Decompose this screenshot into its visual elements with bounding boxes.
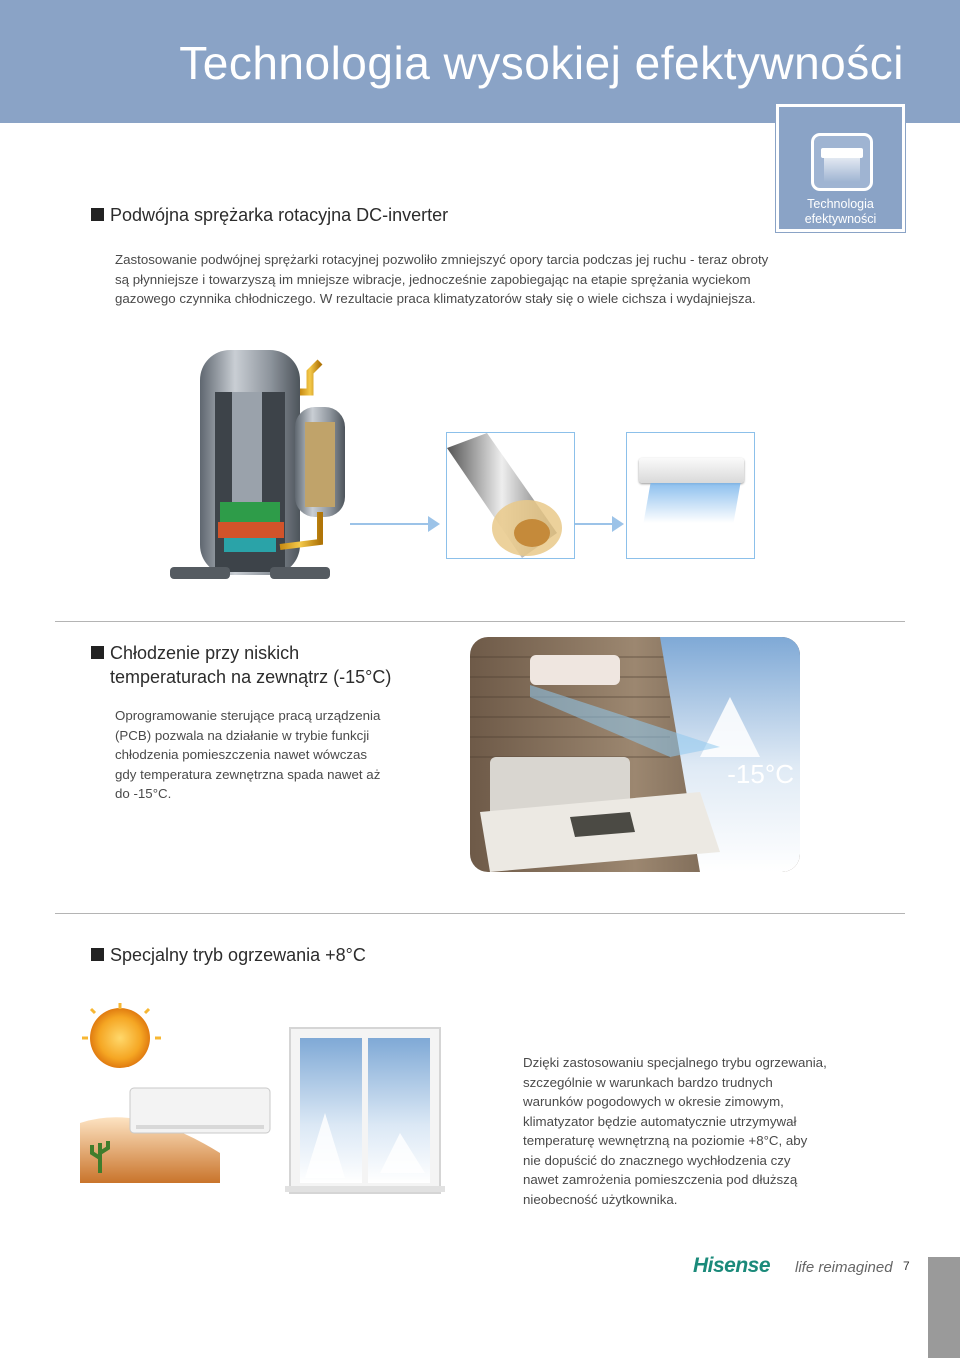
flow-arrow-icon bbox=[612, 516, 624, 532]
heating-mode-image bbox=[80, 1003, 480, 1203]
page-title: Technologia wysokiej efektywności bbox=[179, 37, 904, 89]
section-divider bbox=[55, 621, 905, 622]
body-line: gdy temperatura zewnętrzna spada nawet aż bbox=[115, 766, 381, 782]
body-line: nawet zamrożenia pomieszczenia pod dłuższą bbox=[523, 1172, 798, 1187]
badge-label-line2: efektywności bbox=[804, 212, 877, 226]
page-edge-tab bbox=[928, 1257, 960, 1358]
body-line: nie dopuścić do znacznego wychłodzenia czy bbox=[523, 1152, 791, 1168]
page-number: 7 bbox=[903, 1259, 910, 1273]
flow-arrow-line bbox=[350, 523, 430, 525]
air-conditioner-icon bbox=[811, 133, 873, 191]
bullet-square-icon bbox=[91, 208, 104, 221]
flow-arrow-line bbox=[575, 523, 615, 525]
flow-arrow-icon bbox=[428, 516, 440, 532]
section-title-compressor bbox=[91, 203, 448, 227]
section-title-text: Podwójna sprężarka rotacyjna DC-inverter bbox=[110, 205, 449, 225]
bullet-square-icon bbox=[91, 948, 104, 961]
indoor-unit-image bbox=[626, 432, 755, 559]
body-line: Zastosowanie podwójnej sprężarki rotacyjnej pozwoliło zmniejszyć opory tarcia podczas jej ruchu - teraz obroty bbox=[115, 252, 769, 267]
sun-icon bbox=[82, 1003, 161, 1068]
temperature-label: -15°C bbox=[727, 759, 794, 789]
body-line: Dzięki zastosowaniu specjalnego trybu ogrzewania, bbox=[523, 1055, 827, 1070]
technology-badge bbox=[776, 104, 905, 232]
section-divider bbox=[55, 913, 905, 914]
body-line: warunków pogodowych w okresie zimowym, bbox=[523, 1094, 784, 1109]
hisense-logo: Hisense bbox=[693, 1254, 771, 1277]
compressor-cutaway-image bbox=[170, 332, 350, 592]
body-line: (PCB) pozwala na działanie w trybie funkcji bbox=[115, 727, 370, 743]
section-title-text: Specjalny tryb ogrzewania +8°C bbox=[110, 945, 366, 965]
bedroom-winter-image bbox=[470, 637, 800, 872]
section-body-heating bbox=[523, 1053, 883, 1209]
section-title-low-temp bbox=[91, 641, 391, 689]
pipe-closeup-image bbox=[446, 432, 575, 559]
section-title-text: Chłodzenie przy niskich bbox=[110, 643, 300, 663]
body-line: gazowego czynnika chłodniczego. W rezultacie praca klimatyzatorów stały się o wiele cichsza i wydajniejsza. bbox=[115, 291, 756, 306]
section-title-text-line2: temperaturach na zewnątrz (-15°C) bbox=[110, 667, 392, 687]
section-title-heating bbox=[91, 943, 366, 967]
body-line: do -15°C. bbox=[115, 786, 172, 801]
section-body-compressor bbox=[115, 250, 825, 309]
body-line: klimatyzator będzie automatycznie utrzymywał bbox=[523, 1113, 797, 1129]
bullet-square-icon bbox=[91, 646, 104, 659]
section-body-low-temp bbox=[115, 706, 415, 804]
body-line: temperaturę wewnętrzną na poziomie +8°C, aby bbox=[523, 1133, 808, 1148]
badge-label-line1: Technologia bbox=[807, 197, 874, 211]
body-line: Oprogramowanie sterujące pracą urządzenia bbox=[115, 708, 381, 723]
brand-tagline: life reimagined bbox=[795, 1259, 893, 1276]
badge-label bbox=[779, 197, 902, 227]
body-line: nieobecność użytkownika. bbox=[523, 1191, 678, 1207]
body-line: chłodzenia pomieszczenia nawet wówczas bbox=[115, 747, 368, 762]
body-line: szczególnie w warunkach bardzo trudnych bbox=[523, 1074, 773, 1090]
body-line: są płynniejsze i towarzyszą im mniejsze wibracje, jednocześnie zapobiegając na etapie sprężania wyciekom bbox=[115, 271, 751, 287]
